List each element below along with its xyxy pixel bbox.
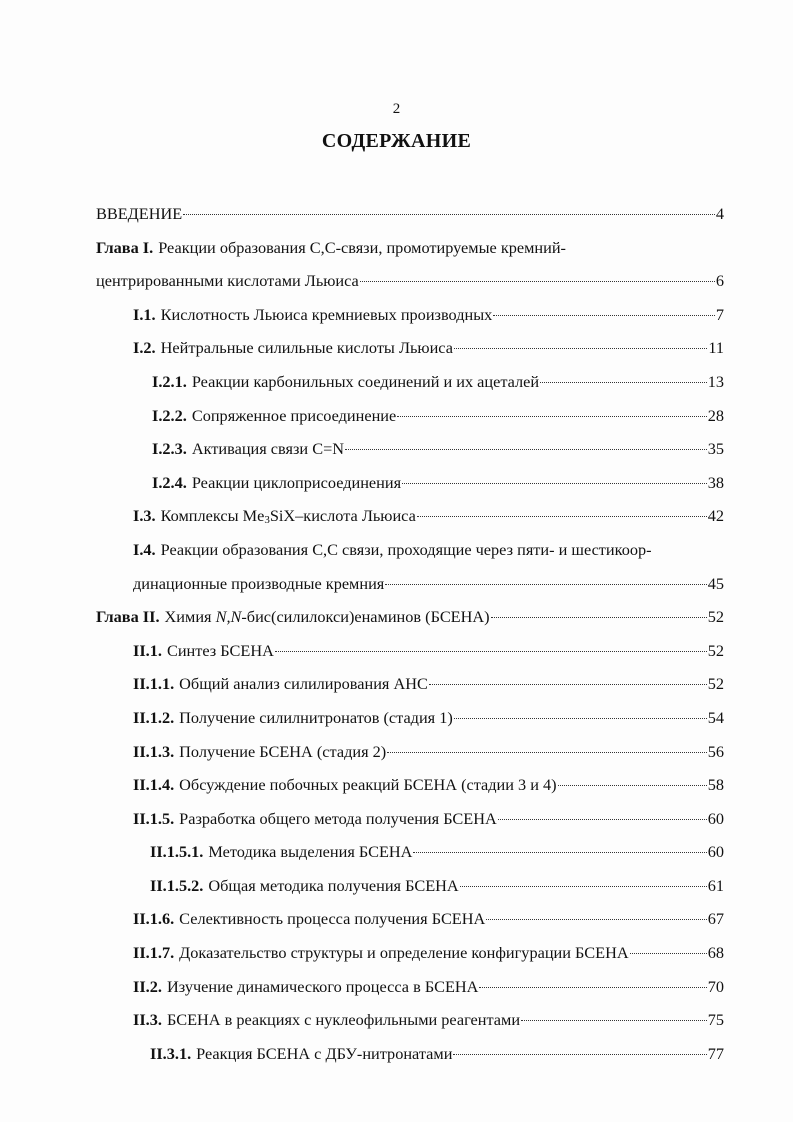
toc-page-number: 52	[707, 640, 724, 660]
table-of-contents	[96, 197, 724, 1070]
toc-entry-2-1-1	[96, 667, 724, 701]
toc-entry-2-1-7	[96, 936, 724, 970]
toc-entry-text-cont: динационные производные кремния	[133, 573, 385, 593]
toc-text-part-b: SiX–кислота Льюиса	[269, 506, 416, 526]
toc-leader-dots	[413, 852, 706, 853]
toc-entry-number: II.1.	[133, 640, 162, 660]
toc-entry-text: Сопряженное присоединение	[191, 405, 397, 425]
toc-entry-2-1-5-2	[96, 869, 724, 903]
toc-entry-number: I.3.	[133, 506, 156, 526]
toc-entry-text: Разработка общего метода получения БСЕНА	[179, 808, 497, 828]
toc-entry-1-1	[96, 298, 724, 332]
toc-page-number: 4	[715, 204, 724, 223]
toc-entry-2-1-3	[96, 735, 724, 769]
toc-text-part-a: Химия	[164, 607, 216, 627]
toc-entry-text: Нейтральные силильные кислоты Льюиса	[160, 338, 453, 358]
toc-leader-dots	[540, 382, 707, 383]
toc-page-number: 61	[707, 875, 724, 895]
toc-entry-2-3-1	[96, 1037, 724, 1071]
toc-entry-1-2-1	[96, 365, 724, 399]
toc-entry-number: II.1.5.1.	[150, 842, 204, 862]
toc-entry-2-1-5	[96, 802, 724, 836]
toc-entry-text: Реакции карбонильных соединений и их ацеталей	[191, 371, 540, 391]
toc-leader-dots	[397, 416, 706, 417]
toc-entry-introduction	[96, 197, 724, 231]
toc-entry-number: II.1.3.	[133, 741, 175, 761]
toc-leader-dots	[345, 449, 707, 450]
toc-text-part-a: Комплексы Me	[160, 506, 265, 526]
toc-page-number: 45	[707, 573, 724, 593]
toc-leader-dots	[453, 1054, 706, 1055]
toc-leader-dots	[360, 281, 715, 282]
toc-leader-dots	[454, 348, 707, 349]
toc-entry-text: Реакция БСЕНА с ДБУ-нитронатами	[196, 1043, 453, 1063]
toc-page-number: 13	[707, 371, 724, 391]
toc-text-subscript: 3	[264, 514, 270, 527]
toc-entry-2-3	[96, 1003, 724, 1037]
toc-entry-chapter-1	[96, 231, 724, 265]
toc-entry-1-2-2	[96, 399, 724, 433]
toc-page-number: 70	[707, 976, 724, 996]
toc-entry-number: II.1.7.	[133, 943, 175, 963]
toc-entry-number: II.1.2.	[133, 707, 175, 727]
toc-entry-chapter-2	[96, 600, 724, 634]
toc-entry-text: Доказательство структуры и определение конфигурации БСЕНА	[179, 943, 629, 963]
toc-entry-text-cont: центрированными кислотами Льюиса	[96, 271, 359, 291]
toc-entry-2-1-4	[96, 768, 724, 802]
toc-entry-text: Изучение динамического процесса в БСЕНА	[166, 976, 479, 996]
toc-page-number: 7	[715, 304, 724, 324]
toc-entry-number: I.2.1.	[152, 371, 187, 391]
toc-leader-dots	[183, 214, 715, 215]
toc-entry-text: Получение силилнитронатов (стадия 1)	[179, 707, 453, 727]
toc-entry-number: II.1.4.	[133, 775, 175, 795]
toc-entry-number: II.3.	[133, 1010, 162, 1030]
toc-page-number: 35	[707, 439, 724, 459]
toc-entry-number: II.1.6.	[133, 909, 175, 929]
toc-entry-1-4-cont	[96, 567, 724, 601]
toc-page-number: 54	[707, 707, 724, 727]
toc-text-part-b: -бис(силилокси)енаминов (БСЕНА)	[241, 607, 490, 627]
toc-entry-text: Обсуждение побочных реакций БСЕНА (стадии 3 и 4)	[179, 775, 557, 795]
toc-page-number: 68	[707, 943, 724, 963]
toc-entry-text: Реакции образования C,C-связи, промотируемые кремний-	[158, 237, 566, 257]
toc-leader-dots	[402, 483, 707, 484]
toc-entry-chapter-1-cont	[96, 264, 724, 298]
toc-entry-text: Реакции образования C,C связи, проходящие через пяти- и шестикоор-	[160, 539, 652, 559]
toc-entry-2-2	[96, 970, 724, 1004]
toc-entry-1-2	[96, 331, 724, 365]
toc-entry-text: Селективность процесса получения БСЕНА	[179, 909, 486, 929]
toc-leader-dots	[498, 819, 707, 820]
toc-text-italic: N,N	[215, 607, 242, 627]
toc-entry-text: Синтез БСЕНА	[166, 640, 274, 660]
toc-leader-dots	[460, 886, 707, 887]
toc-page-number: 58	[707, 775, 724, 795]
toc-entry-number: II.1.5.	[133, 808, 175, 828]
toc-page-number: 52	[707, 674, 724, 694]
toc-entry-text: Реакции циклоприсоединения	[191, 472, 402, 492]
toc-leader-dots	[521, 1020, 707, 1021]
toc-page-number: 42	[707, 506, 724, 526]
toc-entry-2-1-6	[96, 902, 724, 936]
toc-entry-number: I.1.	[133, 304, 156, 324]
toc-leader-dots	[486, 919, 706, 920]
toc-leader-dots	[417, 516, 707, 517]
toc-page-number: 75	[707, 1010, 724, 1030]
toc-entry-number: I.2.3.	[152, 439, 187, 459]
toc-entry-text: Общая методика получения БСЕНА	[208, 875, 459, 895]
toc-leader-dots	[493, 315, 715, 316]
toc-page-number: 38	[707, 472, 724, 492]
toc-entry-2-1-5-1	[96, 835, 724, 869]
toc-entry-text	[165, 600, 490, 634]
toc-entry-1-2-4	[96, 466, 724, 500]
toc-page-number: 52	[707, 607, 724, 627]
toc-entry-text: Общий анализ силилирования АНС	[179, 674, 428, 694]
page-number: 2	[392, 101, 401, 117]
toc-entry-number: I.2.4.	[152, 472, 187, 492]
toc-page-number: 11	[708, 338, 724, 358]
toc-page-number: 56	[707, 741, 724, 761]
toc-entry-text: ВВЕДЕНИЕ	[96, 204, 183, 223]
toc-leader-dots	[479, 987, 706, 988]
toc-entry-text: Кислотность Льюиса кремниевых производных	[160, 304, 493, 324]
toc-entry-number: II.2.	[133, 976, 162, 996]
toc-entry-number: II.1.5.2.	[150, 875, 204, 895]
toc-entry-number: Глава I.	[96, 237, 154, 257]
toc-entry-1-3	[96, 499, 724, 533]
toc-entry-number: I.2.	[133, 338, 156, 358]
page-title: СОДЕРЖАНИЕ	[321, 130, 472, 152]
toc-page-number: 28	[707, 405, 724, 425]
toc-entry-text: Получение БСЕНА (стадия 2)	[179, 741, 387, 761]
toc-entry-text: Методика выделения БСЕНА	[208, 842, 413, 862]
toc-leader-dots	[630, 953, 707, 954]
toc-page-number: 77	[707, 1043, 724, 1063]
toc-leader-dots	[558, 785, 707, 786]
toc-entry-number: II.1.1.	[133, 674, 175, 694]
toc-entry-text: БСЕНА в реакциях с нуклеофильными реагентами	[166, 1010, 521, 1030]
toc-page-number: 60	[707, 842, 724, 862]
toc-entry-number: Глава II.	[96, 607, 160, 627]
toc-leader-dots	[491, 617, 707, 618]
toc-page-number: 6	[715, 271, 724, 291]
toc-leader-dots	[387, 752, 707, 753]
toc-entry-1-4	[96, 533, 724, 567]
toc-leader-dots	[275, 651, 707, 652]
toc-page-number: 67	[707, 909, 724, 929]
toc-entry-1-2-3	[96, 432, 724, 466]
toc-entry-2-1-2	[96, 701, 724, 735]
toc-entry-number: II.3.1.	[150, 1043, 192, 1063]
toc-leader-dots	[454, 718, 707, 719]
toc-leader-dots	[429, 684, 707, 685]
toc-page-number: 60	[707, 808, 724, 828]
toc-entry-number: I.2.2.	[152, 405, 187, 425]
toc-entry-number: I.4.	[133, 539, 156, 559]
toc-entry-text: Активация связи C=N	[191, 439, 345, 459]
toc-entry-2-1	[96, 634, 724, 668]
toc-leader-dots	[385, 584, 706, 585]
